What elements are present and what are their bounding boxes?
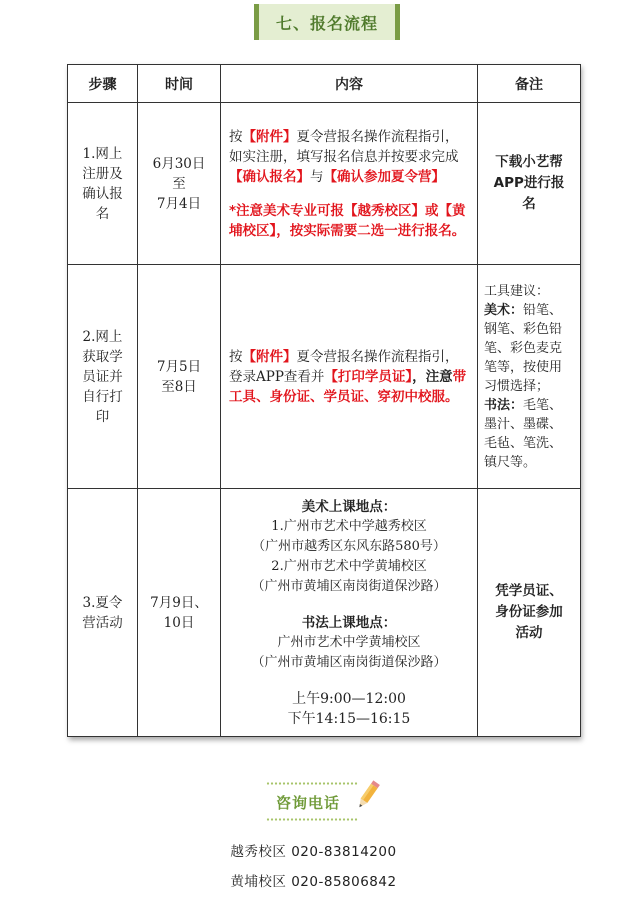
morning-time: 上午9:00—12:00 — [292, 690, 406, 707]
header-note: 备注 — [478, 65, 581, 103]
row2-content: 按【附件】夏令营报名操作流程指引，登录APP查看并【打印学员证】，注意带工具、身份证、学员证、穿初中校服。 — [221, 265, 478, 489]
consult-title: 咨询电话 — [276, 794, 341, 812]
art-location-title: 美术上课地点： — [301, 498, 397, 515]
section-title: 七、报名流程 — [275, 13, 378, 33]
row2-time: 7月5日 至8日 — [138, 265, 221, 489]
table-row — [68, 103, 581, 265]
afternoon-time: 下午14:15—16:15 — [287, 710, 411, 727]
row3-content — [221, 489, 478, 737]
row1-content — [221, 103, 478, 265]
row3-step: 3.夏令 营活动 — [68, 489, 138, 737]
attachment-link[interactable]: 【附件】 — [242, 128, 297, 145]
consult-heading — [258, 778, 382, 826]
pencil-icon — [356, 778, 380, 812]
header-content: 内容 — [221, 65, 478, 103]
row1-time: 6月30日 至 7月4日 — [138, 103, 221, 265]
dotted-divider-top — [266, 782, 358, 785]
registration-flow-table-frame — [67, 64, 580, 737]
phone-huangpu: 黄埔校区 020-85806842 — [230, 874, 397, 890]
table-row — [68, 489, 581, 737]
table-header-row — [68, 65, 581, 103]
dotted-divider-bottom — [266, 818, 358, 821]
table-row — [68, 265, 581, 489]
calligraphy-location-title: 书法上课地点： — [301, 614, 397, 631]
row3-note: 凭学员证、 身份证参加 活动 — [478, 489, 581, 737]
row1-content-warning: *注意美术专业可报【越秀校区】或【黄埔校区】，按实际需要二选一进行报名。 — [229, 202, 466, 239]
row3-locations: 美术上课地点： 1.广州市艺术中学越秀校区 （广州市越秀区东风东路580号） 2.广州市艺术中学黄埔校区 （广州市黄埔区南岗街道保沙路） 书法上课地点： 广州市艺术中学黄埔校区 （广州市黄埔区南岗街道保沙路） 上午9:00—12:00 下午14:15—16:15 — [229, 497, 469, 729]
row1-content-instructions: 按【附件】夏令营报名操作流程指引，如实注册，填写报名信息并按要求完成【确认报名】与【确认参加夏令营】 — [229, 128, 459, 185]
row2-step: 2.网上 获取学 员证并 自行打 印 — [68, 265, 138, 489]
header-time: 时间 — [138, 65, 221, 103]
header-step: 步骤 — [68, 65, 138, 103]
attachment-link[interactable]: 【附件】 — [242, 348, 297, 365]
row3-time: 7月9日、 10日 — [138, 489, 221, 737]
row1-step: 1.网上 注册及 确认报 名 — [68, 103, 138, 265]
section-title-banner — [254, 4, 400, 40]
phone-yuexiu: 越秀校区 020-83814200 — [230, 844, 397, 860]
registration-flow-table — [67, 64, 581, 737]
row1-note: 下载小艺帮 APP进行报 名 — [478, 103, 581, 265]
row2-note: 工具建议： 美术：铅笔、钢笔、彩色铅笔、彩色麦克笔等，按使用习惯选择； 书法：毛笔、墨汁、墨碟、毛毡、笔洗、镇尺等。 — [478, 265, 581, 489]
